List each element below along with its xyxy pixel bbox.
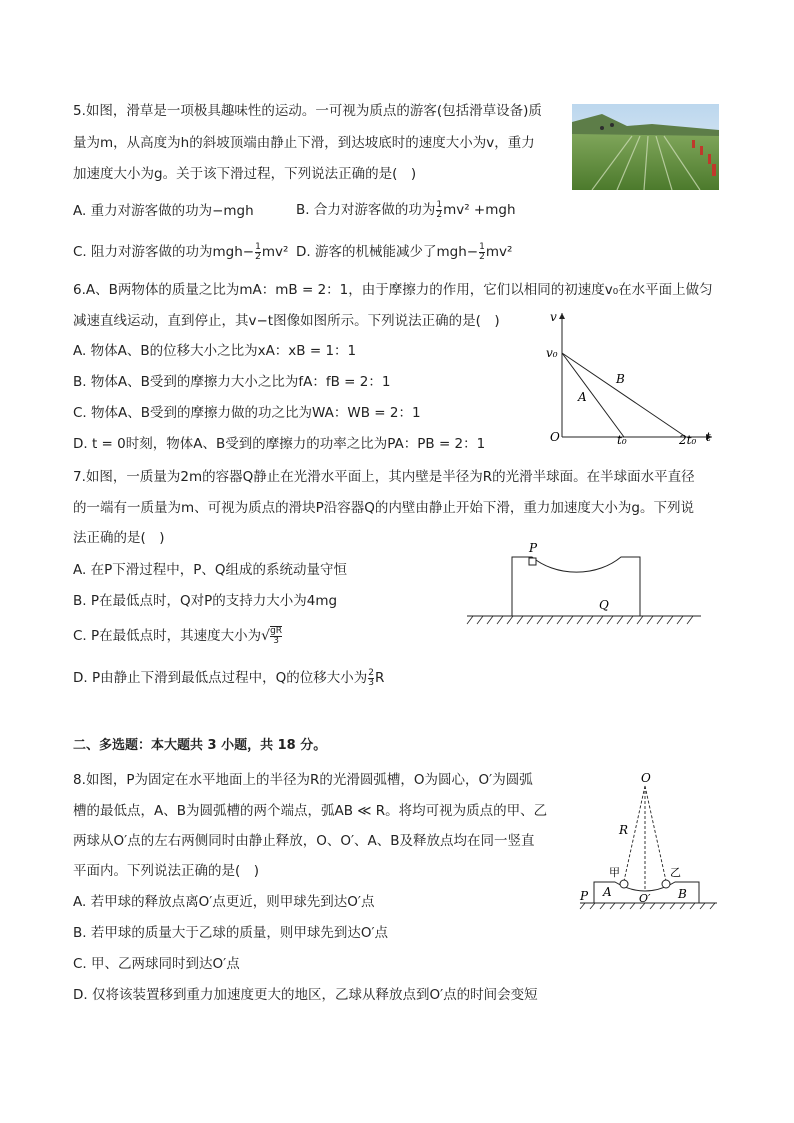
q7-option-a: A. 在P下滑过程中，P、Q组成的系统动量守恒 [73, 562, 347, 578]
v-axis-label: v [550, 310, 557, 324]
q8-stem-line3: 两球从O′点的左右两侧同时由静止释放，O、O′、A、B及释放点均在同一竖直 [73, 833, 535, 849]
jia-label: 甲 [609, 866, 620, 879]
section-heading-multiple-choice: 二、多选题：本大题共 3 小题，共 18 分。 [73, 738, 327, 753]
a-label: A [603, 885, 612, 899]
q6-option-b: B. 物体A、B受到的摩擦力大小之比为fA：fB = 2：1 [73, 374, 391, 390]
q5-stem-line3: 加速度大小为g。关于该下滑过程，下列说法正确的是( ) [73, 166, 417, 182]
q8-option-a: A. 若甲球的释放点离O′点更近，则甲球先到达O′点 [73, 894, 375, 910]
q5-option-a: A. 重力对游客做的功为−mgh [73, 203, 254, 219]
q8-stem-line4: 平面内。下列说法正确的是( ) [73, 863, 260, 879]
yi-label: 乙 [670, 866, 681, 879]
q8-option-d: D. 仅将该装置移到重力加速度更大的地区，乙球从释放点到O′点的时间会变短 [73, 987, 538, 1003]
slider-p [529, 558, 536, 565]
ball-jia [620, 880, 628, 888]
o-label: O [641, 771, 651, 785]
line-a-label: A [578, 390, 587, 404]
q8-arc-groove-figure [575, 766, 725, 916]
q7-option-b: B. P在最低点时，Q对P的支持力大小为4mg [73, 593, 338, 609]
q6-option-a: A. 物体A、B的位移大小之比为xA：xB = 1：1 [73, 343, 357, 359]
p-label: P [529, 541, 538, 555]
q6-option-d: D. t = 0时刻，物体A、B受到的摩擦力的功率之比为PA：PB = 2：1 [73, 436, 486, 452]
q6-option-c: C. 物体A、B受到的摩擦力做的功之比为WA：WB = 2：1 [73, 405, 421, 421]
q8-stem-line1: 8.如图，P为固定在水平地面上的半径为R的光滑圆弧槽，O为圆心，O′为圆弧 [73, 772, 533, 788]
q5-option-b: B. 合力对游客做的功为 $\frac{1}{2}$ mv² +mgh [296, 199, 516, 220]
t-axis-label: t [706, 430, 711, 444]
b-label: B [678, 887, 687, 901]
ball-yi [662, 880, 670, 888]
p-groove-label: P [580, 889, 589, 903]
q7-stem-line2: 的一端有一质量为m、可视为质点的滑块P沿容器Q的内壁由静止开始下滑，重力加速度大小为g。下列说 [73, 500, 694, 516]
q7-option-c: C. P在最低点时，其速度大小为√ $\frac{gR}{3}$ [73, 626, 283, 646]
v0-label: v₀ [546, 346, 558, 360]
q6-stem-line2: 减速直线运动，直到停止，其v−t图像如图所示。下列说法正确的是( ) [73, 313, 500, 329]
r-label: R [619, 823, 629, 837]
q6-stem-line1: 6.A、B两物体的质量之比为mA：mB = 2：1，由于摩擦力的作用，它们以相同的初速度v₀在水平面上做匀 [73, 282, 713, 298]
origin-label: O [550, 430, 560, 444]
grass-slide-photo [572, 104, 719, 190]
container-q [512, 557, 640, 616]
o-prime-label: O′ [639, 892, 651, 905]
q8-option-b: B. 若甲球的质量大于乙球的质量，则甲球先到达O′点 [73, 925, 389, 941]
q7-stem-line1: 7.如图，一质量为2m的容器Q静止在光滑水平面上，其内壁是半径为R的光滑半球面。在半球面水平直径 [73, 469, 695, 485]
q5-option-d: D. 游客的机械能减少了mgh− $\frac{1}{2}$ mv² [296, 241, 513, 262]
q7-option-d: D. P由静止下滑到最低点过程中，Q的位移大小为 $\frac{2}{3}$ R [73, 667, 385, 688]
q7-container-figure [465, 538, 705, 630]
q5-option-c: C. 阻力对游客做的功为mgh− $\frac{1}{2}$ mv² [73, 241, 289, 262]
q5-stem-line1: 5.如图，滑草是一项极具趣味性的运动。一可视为质点的游客(包括滑草设备)质 [73, 103, 542, 119]
q8-option-c: C. 甲、乙两球同时到达O′点 [73, 956, 240, 972]
q8-stem-line2: 槽的最低点，A、B为圆弧槽的两个端点，弧AB ≪ R。将均可视为质点的甲、乙 [73, 803, 548, 819]
line-b-label: B [616, 372, 625, 386]
q6-vt-graph [540, 305, 720, 450]
q-label: Q [599, 598, 609, 612]
2t0-label: 2t₀ [679, 433, 697, 447]
t0-label: t₀ [617, 433, 627, 447]
q7-stem-line3: 法正确的是( ) [73, 530, 165, 546]
line-a [562, 353, 624, 437]
q5-stem-line2: 量为m，从高度为h的斜坡顶端由静止下滑，到达坡底时的速度大小为v，重力 [73, 135, 535, 151]
